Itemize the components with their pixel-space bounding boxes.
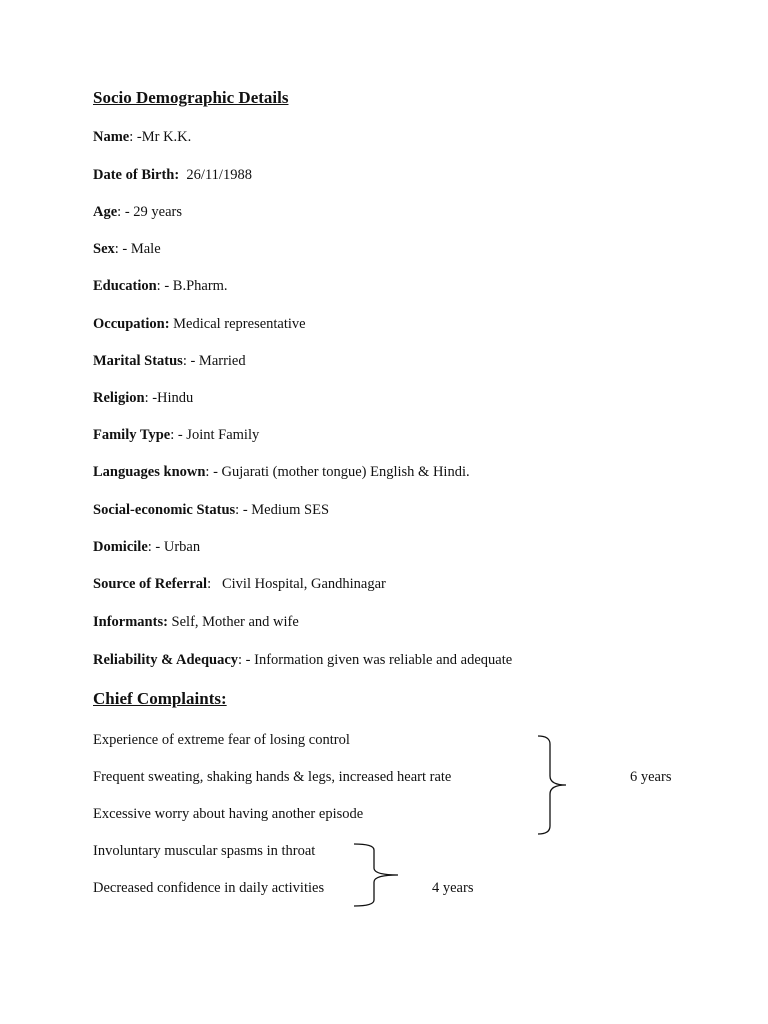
field-label: Marital Status: [93, 353, 183, 369]
field-value: : - Gujarati (mother tongue) English & Hindi.: [205, 464, 470, 480]
field-label: Languages known: [93, 464, 206, 480]
field-label: Source of Referral: [93, 576, 208, 592]
field-label: Informants:: [93, 614, 168, 630]
field-value: Self, Mother and wife: [167, 614, 299, 630]
field-value: Medical representative: [169, 316, 306, 332]
field-value: : - Urban: [147, 539, 201, 555]
field-family-type: [93, 426, 259, 444]
right-brace-group-2: [352, 842, 400, 908]
field-value: : - Information given was reliable and adequate: [238, 652, 513, 668]
field-value: : - 29 years: [117, 204, 182, 220]
field-social-economic-status: [93, 501, 329, 519]
field-label: Domicile: [93, 539, 148, 555]
field-label: Date of Birth:: [93, 167, 180, 183]
field-label: Reliability & Adequacy: [93, 652, 239, 668]
field-name: [93, 128, 191, 146]
field-label: Occupation:: [93, 316, 170, 332]
right-brace-group-1: [536, 734, 568, 836]
field-date-of-birth: [93, 166, 252, 184]
field-label: Sex: [93, 241, 115, 257]
socio-demographic-heading: Socio Demographic Details: [93, 88, 289, 107]
field-label: Family Type: [93, 427, 171, 443]
field-value: : -Hindu: [144, 390, 194, 406]
field-label: Social-economic Status: [93, 502, 236, 518]
field-value: : - Joint Family: [170, 427, 260, 443]
field-informants: [93, 613, 299, 631]
field-education: [93, 277, 228, 295]
complaint-item: Decreased confidence in daily activities: [93, 880, 325, 896]
complaint-item: Frequent sweating, shaking hands & legs, increased heart rate: [93, 769, 452, 785]
field-label: Name: [93, 129, 130, 145]
field-label: Education: [93, 278, 157, 294]
complaint-item: Involuntary muscular spasms in throat: [93, 843, 316, 859]
field-occupation: [93, 315, 306, 333]
field-age: [93, 203, 182, 221]
field-domicile: [93, 538, 200, 556]
field-sex: [93, 240, 161, 258]
chief-complaints-heading: Chief Complaints:: [93, 689, 227, 708]
field-value: : - Male: [114, 241, 161, 257]
duration-label-group-1: 6 years: [630, 769, 672, 785]
field-marital-status: [93, 352, 246, 370]
field-value: 26/11/1988: [179, 167, 252, 183]
field-label: Religion: [93, 390, 145, 406]
complaint-item: Excessive worry about having another episode: [93, 806, 364, 822]
field-value: : -Mr K.K.: [129, 129, 192, 145]
complaint-item: Experience of extreme fear of losing control: [93, 732, 350, 748]
field-value: : - Medium SES: [235, 502, 330, 518]
field-religion: [93, 389, 193, 407]
field-source-of-referral: [93, 575, 386, 593]
field-value: : Civil Hospital, Gandhinagar: [207, 576, 386, 592]
field-label: Age: [93, 204, 118, 220]
field-value: : - Married: [182, 353, 246, 369]
field-languages-known: [93, 463, 470, 481]
field-reliability-adequacy: [93, 651, 512, 669]
field-value: : - B.Pharm.: [156, 278, 228, 294]
duration-label-group-2: 4 years: [432, 880, 474, 896]
